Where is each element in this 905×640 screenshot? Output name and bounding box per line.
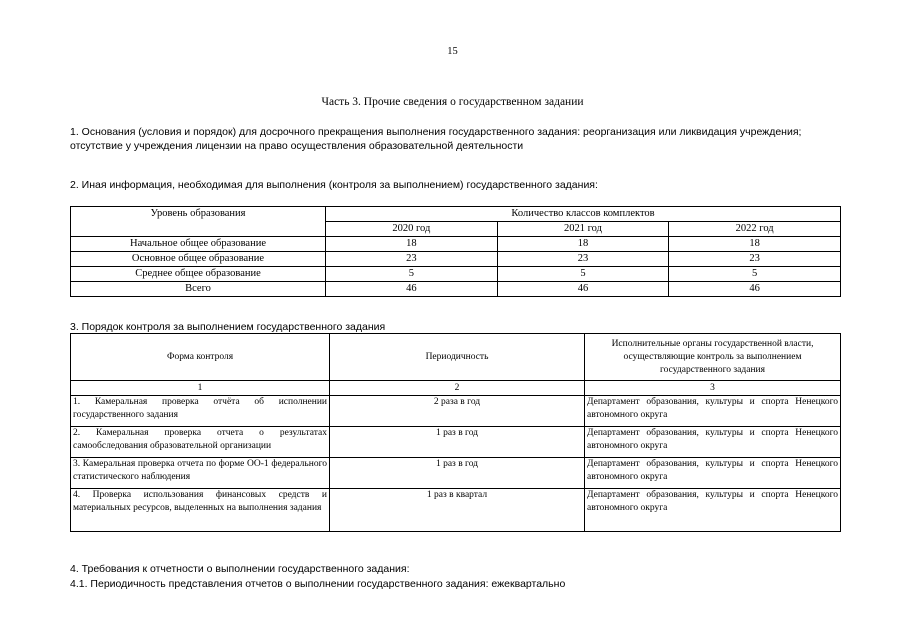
section-4-text: 4. Требования к отчетности о выполнении государственного задания: bbox=[70, 563, 410, 575]
control-organ: Департамент образования, культуры и спорта Ненецкого автономного округа bbox=[585, 396, 841, 427]
table-row bbox=[71, 458, 841, 489]
table-header-year: 2021 год bbox=[497, 222, 669, 237]
row-value: 46 bbox=[497, 282, 669, 297]
table-header-group: Количество классов комплектов bbox=[326, 207, 841, 222]
section-1-text: 1. Основания (условия и порядок) для досрочного прекращения выполнения государственного задания: реорганизация или ликвидация учреждения; отсутствие у учреждения лицензии на право осуществления образовательной деятельности bbox=[70, 126, 802, 152]
row-value: 5 bbox=[497, 267, 669, 282]
row-level: Основное общее образование bbox=[71, 252, 326, 267]
row-value: 18 bbox=[669, 237, 841, 252]
control-form: 4. Проверка использования финансовых средств и материальных ресурсов, выделенных на выполнения задания bbox=[71, 489, 330, 532]
control-period: 1 раз в год bbox=[330, 427, 585, 458]
row-value: 5 bbox=[326, 267, 498, 282]
part-title: Часть 3. Прочие сведения о государственном задании bbox=[321, 96, 584, 108]
column-number: 2 bbox=[330, 381, 585, 396]
table-row bbox=[71, 252, 841, 267]
row-value: 23 bbox=[669, 252, 841, 267]
table-row bbox=[71, 489, 841, 532]
column-number: 1 bbox=[71, 381, 330, 396]
control-form: 1. Камеральная проверка отчёта об исполнении государственного задания bbox=[71, 396, 330, 427]
control-organ: Департамент образования, культуры и спорта Ненецкого автономного округа bbox=[585, 427, 841, 458]
control-period: 2 раза в год bbox=[330, 396, 585, 427]
row-value: 18 bbox=[497, 237, 669, 252]
table-header-form: Форма контроля bbox=[71, 334, 330, 381]
table-row bbox=[71, 396, 841, 427]
row-value: 23 bbox=[326, 252, 498, 267]
table-row bbox=[71, 267, 841, 282]
classes-table bbox=[70, 206, 841, 297]
section-3-text: 3. Порядок контроля за выполнением государственного задания bbox=[70, 321, 386, 333]
row-level: Начальное общее образование bbox=[71, 237, 326, 252]
table-header-year: 2022 год bbox=[669, 222, 841, 237]
section-2-text: 2. Иная информация, необходимая для выполнения (контроля за выполнением) государственного задания: bbox=[70, 179, 598, 191]
row-value: 46 bbox=[326, 282, 498, 297]
table-row bbox=[71, 427, 841, 458]
table-row bbox=[71, 282, 841, 297]
table-row bbox=[71, 237, 841, 252]
page-number: 15 bbox=[447, 46, 458, 57]
column-number: 3 bbox=[585, 381, 841, 396]
control-period: 1 раз в год bbox=[330, 458, 585, 489]
control-organ: Департамент образования, культуры и спорта Ненецкого автономного округа bbox=[585, 458, 841, 489]
row-level: Среднее общее образование bbox=[71, 267, 326, 282]
control-period: 1 раз в квартал bbox=[330, 489, 585, 532]
row-value: 23 bbox=[497, 252, 669, 267]
row-value: 5 bbox=[669, 267, 841, 282]
table-header-period: Периодичность bbox=[330, 334, 585, 381]
row-value: 18 bbox=[326, 237, 498, 252]
row-value: 46 bbox=[669, 282, 841, 297]
row-level: Всего bbox=[71, 282, 326, 297]
control-organ: Департамент образования, культуры и спорта Ненецкого автономного округа bbox=[585, 489, 841, 532]
table-header-organ: Исполнительные органы государственной власти, осуществляющие контроль за выполнением государственного задания bbox=[585, 334, 841, 381]
section-4-1-text: 4.1. Периодичность представления отчетов о выполнении государственного задания: ежеквартально bbox=[70, 578, 566, 590]
control-table bbox=[70, 333, 841, 532]
table-header-year: 2020 год bbox=[326, 222, 498, 237]
table-header-level: Уровень образования bbox=[71, 207, 326, 237]
control-form: 2. Камеральная проверка отчета о результатах самообследования образовательной организации bbox=[71, 427, 330, 458]
control-form: 3. Камеральная проверка отчета по форме ОО-1 федерального статистического наблюдения bbox=[71, 458, 330, 489]
